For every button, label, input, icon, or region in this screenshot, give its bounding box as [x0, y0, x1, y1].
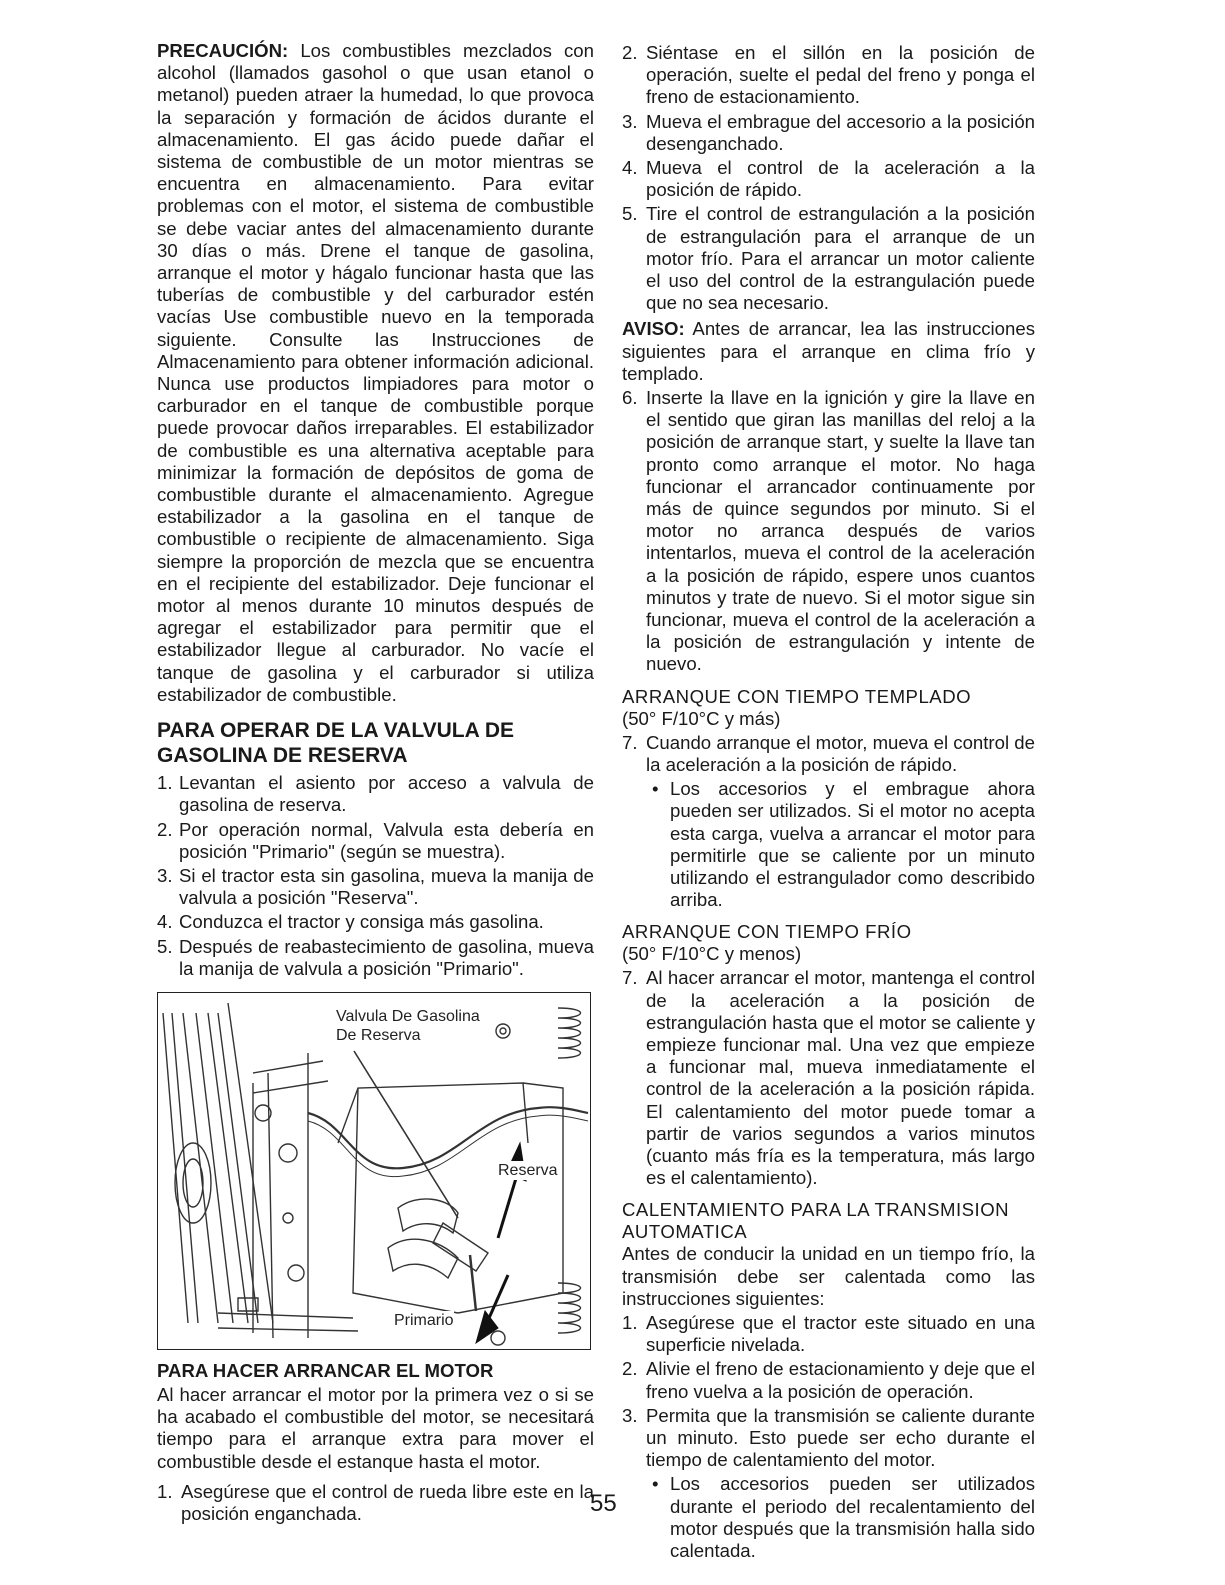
item-number: 1.: [157, 1480, 173, 1502]
list-item: [157, 936, 594, 980]
caution-text: Los combustibles mezclados con alcohol (llamados gasohol o que usan etanol o metanol) pueden atraer la humedad, lo que provoca la separación y formación de ácidos durante el almacenamiento. El gas ácido puede dañar el sistema de combustible de un motor mientras se encuentra en almacenamiento. Para evitar problemas con el motor, el sistema de combustible se debe vaciar antes del almacenamiento durante 30 días o más. Drene el tanque de gasolina, arranque el motor y hágalo funcionar hasta que las tuberías de combustible y del carburador estén vacías Use combustible nuevo en la temporada siguiente. Consulte las Instrucciones de Almacenamiento para obtener información adicional. Nunca use productos limpiadores para motor o carburador en el tanque de combustible porque puede provocar daños irreparables. El estabilizador de combustible es una alternativa aceptable para minimizar la formación de depósitos de goma de combustible durante el almacenamiento. Agregue estabilizador a la gasolina en el tanque de combustible o recipiente de almacenamiento. Siga siempre la proporción de mezcla que se encuentra en el recipiente del estabilizador. Deje funcionar el motor al menos durante 10 minutos después de agregar el estabilizador para permitir que el estabilizador llegue al carburador. No vacíe el tanque de gasolina y el carburador si utiliza estabilizador de combustible.: [157, 40, 594, 705]
right-column: [622, 40, 1035, 1564]
caution-paragraph: [157, 40, 594, 706]
valve-label: Valvula De Gasolina De Reserva: [336, 1007, 486, 1045]
item-text: Mueva el control de la aceleración a la posición de rápido.: [646, 157, 1035, 201]
notice-paragraph: [622, 318, 1035, 385]
bullet-icon: •: [652, 1473, 659, 1495]
item-number: 1.: [622, 1311, 638, 1333]
list-item: [157, 819, 594, 863]
list-item: [157, 911, 594, 933]
item-text: Asegúrese que el tractor este situado en una superficie nivelada.: [646, 1311, 1035, 1356]
cold-start-subheading: (50° F/10°C y menos): [622, 943, 802, 965]
reserve-label: Reserva: [498, 1161, 558, 1179]
bullet-text: Los accesorios pueden ser utilizados durante el periodo del recalentamiento del motor después que la transmisión halla sido calentada.: [670, 1473, 1035, 1561]
item-number: 5.: [157, 935, 173, 957]
list-item: [622, 1312, 1035, 1356]
item-number: 5.: [622, 203, 638, 225]
item-text: Asegúrese que el control de rueda libre este en la posición enganchada.: [181, 1480, 594, 1524]
valve-steps: [157, 772, 594, 980]
notice-label: AVISO:: [622, 318, 685, 340]
list-item: [157, 865, 594, 909]
list-item: [157, 772, 594, 816]
item-text: Después de reabastecimiento de gasolina, mueva la manija de valvula a posición "Primario".: [179, 935, 594, 979]
valve-heading: PARA OPERAR DE LA VALVULA DE GASOLINA DE RESERVA: [157, 719, 515, 768]
item-number: 2.: [622, 1358, 638, 1380]
fuel-valve-illustration: [157, 992, 591, 1350]
item-number: 4.: [622, 157, 638, 179]
list-item: [622, 157, 1035, 201]
item-number: 2.: [157, 818, 173, 840]
primary-label: Primario: [394, 1311, 454, 1329]
transmission-intro: Antes de conducir la unidad en un tiempo frío, la transmisión debe ser calentada como las instrucciones siguientes:: [622, 1243, 1035, 1309]
item-text: Cuando arranque el motor, mueva el control de la aceleración a la posición de rápido.: [646, 731, 1035, 775]
item-number: 4.: [157, 911, 173, 933]
item-number: 1.: [157, 772, 173, 794]
warm-start-heading: ARRANQUE CON TIEMPO TEMPLADO: [622, 685, 972, 707]
item-text: Levantan el asiento por acceso a valvula de gasolina de reserva.: [179, 772, 594, 816]
notice-text: Antes de arrancar, lea las instrucciones siguientes para el arranque en clima frío y templado.: [622, 318, 1035, 384]
item-text: Si el tractor esta sin gasolina, mueva la manija de valvula a posición "Reserva".: [179, 864, 594, 909]
item-number: 6.: [622, 387, 638, 409]
list-item: [622, 203, 1035, 314]
bullet-item: [622, 778, 1035, 911]
item-number: 3.: [157, 864, 173, 886]
list-item: [622, 42, 1035, 109]
bullet-text: Los accesorios y el embrague ahora pueden ser utilizados. Si el motor no acepta esta carga, vuelva a arrancar el motor para permitirle que se caliente por un minuto utilizando el estrangulador como describido arriba.: [670, 778, 1035, 911]
caution-label: PRECAUCIÓN:: [157, 40, 289, 61]
list-item: [622, 111, 1035, 155]
start-heading: PARA HACER ARRANCAR EL MOTOR: [157, 1359, 494, 1381]
list-item: [622, 1358, 1035, 1402]
item-text: Por operación normal, Valvula esta debería en posición "Primario" (según se muestra).: [179, 818, 594, 862]
list-item: [622, 387, 1035, 676]
item-number: 2.: [622, 42, 638, 63]
bullet-item: [622, 1473, 1035, 1562]
page-number: 55: [590, 1490, 617, 1517]
list-item: [157, 1481, 594, 1525]
warm-start-subheading: (50° F/10°C y más): [622, 707, 781, 729]
cold-start-heading: ARRANQUE CON TIEMPO FRÍO: [622, 921, 912, 943]
bullet-icon: •: [652, 778, 659, 800]
item-number: 7.: [622, 967, 638, 989]
transmission-heading: CALENTAMIENTO PARA LA TRANSMISION AUTOMATICA: [622, 1199, 1010, 1243]
item-number: 3.: [622, 1404, 638, 1426]
item-text: Inserte la llave en la ignición y gire la llave en el sentido que giran las manillas del reloj a la posición de arranque start, y suelte la llave tan pronto como arranque el motor. No haga funcionar el arrancador continuamente por más de quince segundos por minuto. Si el motor no arranca después de varios intentarlos, mueva el control de la aceleración a la posición de rápido, espere unos cuantos minutos y trate de nuevo. Si el motor sigue sin funcionar, mueva el control de la aceleración a la posición de estrangulación y intente de nuevo.: [646, 387, 1035, 675]
item-text: Alivie el freno de estacionamiento y deje que el freno vuelva a la posición de operación.: [646, 1358, 1035, 1402]
item-number: 7.: [622, 731, 638, 753]
item-text: Siéntase en el sillón en la posición de operación, suelte el pedal del freno y ponga el freno de estacionamiento.: [646, 42, 1035, 108]
item-number: 3.: [622, 110, 638, 132]
list-item: [622, 732, 1035, 776]
list-item: [622, 967, 1035, 1189]
list-item: [622, 1405, 1035, 1472]
item-text: Permita que la transmisión se caliente durante un minuto. Esto puede ser echo durante el tiempo de calentamiento del motor.: [646, 1404, 1035, 1471]
item-text: Mueva el embrague del accesorio a la posición desenganchado.: [646, 110, 1035, 154]
item-text: Tire el control de estrangulación a la posición de estrangulación para el arranque de un motor frío. Para el arrancar un motor caliente el uso del control de la estrangulación puede que no sea necesario.: [646, 203, 1035, 314]
item-text: Conduzca el tractor y consiga más gasolina.: [179, 911, 544, 933]
start-intro: Al hacer arrancar el motor por la primera vez o si se ha acabado el combustible del motor, se necesitará tiempo para el arranque extra para mover el combustible desde el estanque hasta el motor.: [157, 1383, 594, 1472]
item-text: Al hacer arrancar el motor, mantenga el control de la aceleración a la posición de estrangulación hasta que el motor se caliente y empieze funcionar mal. Una vez que empieze a funcionar mal, mueva inmediatamente el control de la aceleración a la posición rápida. El calentamiento del motor puede tomar a partir de varios segundos a varios minutos (cuanto más fría es la temperatura, más largo es el calentamiento).: [646, 967, 1035, 1189]
left-column: [157, 40, 594, 1527]
